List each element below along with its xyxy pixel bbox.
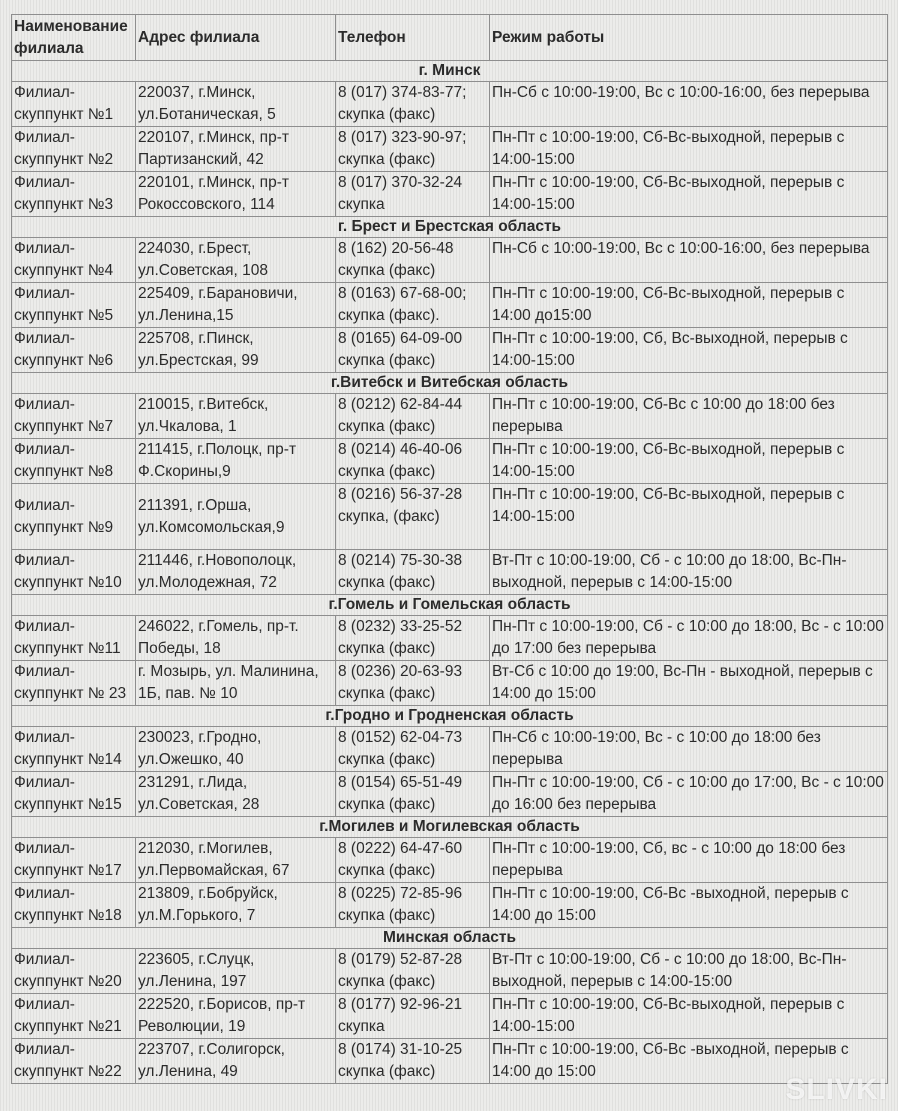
cell-name: Филиал-скуппункт №2 [12, 127, 136, 172]
cell-name: Филиал-скуппункт №1 [12, 82, 136, 127]
table-row [12, 394, 888, 439]
section-row [12, 706, 888, 727]
cell-hours: Пн-Пт с 10:00-19:00, Сб-Вс -выходной, перерыв с 14:00 до 15:00 [490, 1039, 888, 1084]
cell-name: Филиал-скуппункт №3 [12, 172, 136, 217]
table-row [12, 616, 888, 661]
cell-address: 223707, г.Солигорск, ул.Ленина, 49 [136, 1039, 336, 1084]
section-row [12, 817, 888, 838]
table-row [12, 484, 888, 550]
cell-hours: Пн-Пт с 10:00-19:00, Сб-Вс-выходной, перерыв с 14:00-15:00 [490, 127, 888, 172]
cell-address: 211415, г.Полоцк, пр-т Ф.Скорины,9 [136, 439, 336, 484]
cell-name: Филиал-скуппункт №10 [12, 550, 136, 595]
cell-hours: Пн-Сб с 10:00-19:00, Вс с 10:00-16:00, без перерыва [490, 238, 888, 283]
cell-name: Филиал-скуппункт №4 [12, 238, 136, 283]
cell-phone: 8 (0214) 75-30-38 скупка (факс) [336, 550, 490, 595]
cell-phone: 8 (0225) 72-85-96 скупка (факс) [336, 883, 490, 928]
cell-address: г. Мозырь, ул. Малинина, 1Б, пав. № 10 [136, 661, 336, 706]
section-row [12, 61, 888, 82]
header-phone: Телефон [336, 15, 490, 61]
cell-name: Филиал-скуппункт №14 [12, 727, 136, 772]
cell-hours: Пн-Пт с 10:00-19:00, Сб-Вс-выходной, перерыв с 14:00-15:00 [490, 172, 888, 217]
cell-address: 220037, г.Минск, ул.Ботаническая, 5 [136, 82, 336, 127]
cell-phone: 8 (162) 20-56-48 скупка (факс) [336, 238, 490, 283]
table-row [12, 727, 888, 772]
cell-phone: 8 (0165) 64-09-00 скупка (факс) [336, 328, 490, 373]
cell-hours: Пн-Пт с 10:00-19:00, Сб, Вс-выходной, перерыв с 14:00-15:00 [490, 328, 888, 373]
table-row [12, 1039, 888, 1084]
cell-address: 211446, г.Новополоцк, ул.Молодежная, 72 [136, 550, 336, 595]
section-row [12, 595, 888, 616]
table-body [12, 61, 888, 1084]
cell-hours: Пн-Пт с 10:00-19:00, Сб - с 10:00 до 17:00, Вс - с 10:00 до 16:00 без перерыва [490, 772, 888, 817]
table-row [12, 172, 888, 217]
cell-hours: Пн-Пт с 10:00-19:00, Сб-Вс-выходной, перерыв с 14:00 до15:00 [490, 283, 888, 328]
cell-phone: 8 (0232) 33-25-52 скупка (факс) [336, 616, 490, 661]
cell-hours: Пн-Пт с 10:00-19:00, Сб-Вс -выходной, перерыв с 14:00 до 15:00 [490, 883, 888, 928]
cell-phone: 8 (017) 370-32-24 скупка [336, 172, 490, 217]
cell-hours: Пн-Пт с 10:00-19:00, Сб - с 10:00 до 18:00, Вс - с 10:00 до 17:00 без перерыва [490, 616, 888, 661]
cell-phone: 8 (017) 323-90-97; скупка (факс) [336, 127, 490, 172]
cell-name: Филиал-скуппункт №17 [12, 838, 136, 883]
cell-address: 211391, г.Орша, ул.Комсомольская,9 [136, 484, 336, 550]
cell-name: Филиал-скуппункт №21 [12, 994, 136, 1039]
cell-hours: Вт-Пт с 10:00-19:00, Сб - с 10:00 до 18:00, Вс-Пн-выходной, перерыв с 14:00-15:00 [490, 550, 888, 595]
table-row [12, 127, 888, 172]
table-row [12, 82, 888, 127]
table-row [12, 772, 888, 817]
section-row [12, 373, 888, 394]
section-title: г.Могилев и Могилевская область [12, 817, 888, 838]
cell-hours: Пн-Сб с 10:00-19:00, Вс - с 10:00 до 18:00 без перерыва [490, 727, 888, 772]
cell-hours: Пн-Пт с 10:00-19:00, Сб-Вс-выходной, перерыв с 14:00-15:00 [490, 439, 888, 484]
cell-name: Филиал-скуппункт № 23 [12, 661, 136, 706]
table-row [12, 883, 888, 928]
cell-phone: 8 (0152) 62-04-73 скупка (факс) [336, 727, 490, 772]
cell-name: Филиал-скуппункт №9 [12, 484, 136, 550]
cell-phone: 8 (0154) 65-51-49 скупка (факс) [336, 772, 490, 817]
table-row [12, 550, 888, 595]
cell-address: 223605, г.Слуцк, ул.Ленина, 197 [136, 949, 336, 994]
section-title: г. Брест и Брестская область [12, 217, 888, 238]
cell-address: 210015, г.Витебск, ул.Чкалова, 1 [136, 394, 336, 439]
branches-table [11, 14, 888, 1084]
cell-address: 222520, г.Борисов, пр-т Революции, 19 [136, 994, 336, 1039]
header-name: Наименование филиала [12, 15, 136, 61]
cell-name: Филиал-скуппункт №6 [12, 328, 136, 373]
table-row [12, 439, 888, 484]
cell-hours: Пн-Пт с 10:00-19:00, Сб, вс - с 10:00 до 18:00 без перерыва [490, 838, 888, 883]
cell-address: 231291, г.Лида, ул.Советская, 28 [136, 772, 336, 817]
table-row [12, 238, 888, 283]
section-title: г. Минск [12, 61, 888, 82]
cell-name: Филиал-скуппункт №18 [12, 883, 136, 928]
section-title: г.Гомель и Гомельская область [12, 595, 888, 616]
cell-address: 213809, г.Бобруйск, ул.М.Горького, 7 [136, 883, 336, 928]
table-row [12, 949, 888, 994]
cell-name: Филиал-скуппункт №11 [12, 616, 136, 661]
watermark-logo: SLIVKI [785, 1073, 888, 1106]
cell-phone: 8 (0214) 46-40-06 скупка (факс) [336, 439, 490, 484]
cell-phone: 8 (0163) 67-68-00; скупка (факс). [336, 283, 490, 328]
cell-name: Филиал-скуппункт №15 [12, 772, 136, 817]
table-row [12, 994, 888, 1039]
cell-address: 220107, г.Минск, пр-т Партизанский, 42 [136, 127, 336, 172]
cell-address: 230023, г.Гродно, ул.Ожешко, 40 [136, 727, 336, 772]
cell-name: Филиал-скуппункт №8 [12, 439, 136, 484]
header-row [12, 15, 888, 61]
cell-name: Филиал-скуппункт №7 [12, 394, 136, 439]
header-address: Адрес филиала [136, 15, 336, 61]
cell-hours: Пн-Сб с 10:00-19:00, Вс с 10:00-16:00, без перерыва [490, 82, 888, 127]
cell-address: 212030, г.Могилев, ул.Первомайская, 67 [136, 838, 336, 883]
cell-hours: Пн-Пт с 10:00-19:00, Сб-Вс-выходной, перерыв с 14:00-15:00 [490, 994, 888, 1039]
cell-phone: 8 (017) 374-83-77; скупка (факс) [336, 82, 490, 127]
cell-name: Филиал-скуппункт №20 [12, 949, 136, 994]
cell-hours: Вт-Сб с 10:00 до 19:00, Вс-Пн - выходной, перерыв с 14:00 до 15:00 [490, 661, 888, 706]
cell-name: Филиал-скуппункт №5 [12, 283, 136, 328]
section-title: г.Витебск и Витебская область [12, 373, 888, 394]
cell-hours: Пн-Пт с 10:00-19:00, Сб-Вс-выходной, перерыв с 14:00-15:00 [490, 484, 888, 550]
cell-phone: 8 (0177) 92-96-21 скупка [336, 994, 490, 1039]
table-row [12, 661, 888, 706]
cell-phone: 8 (0236) 20-63-93 скупка (факс) [336, 661, 490, 706]
cell-phone: 8 (0212) 62-84-44 скупка (факс) [336, 394, 490, 439]
cell-address: 220101, г.Минск, пр-т Рокоссовского, 114 [136, 172, 336, 217]
cell-phone: 8 (0216) 56-37-28 скупка, (факс) [336, 484, 490, 550]
header-hours: Режим работы [490, 15, 888, 61]
cell-address: 225409, г.Барановичи, ул.Ленина,15 [136, 283, 336, 328]
table-row [12, 838, 888, 883]
cell-address: 225708, г.Пинск, ул.Брестская, 99 [136, 328, 336, 373]
table-row [12, 328, 888, 373]
cell-phone: 8 (0222) 64-47-60 скупка (факс) [336, 838, 490, 883]
cell-phone: 8 (0179) 52-87-28 скупка (факс) [336, 949, 490, 994]
section-title: Минская область [12, 928, 888, 949]
table-row [12, 283, 888, 328]
cell-address: 224030, г.Брест, ул.Советская, 108 [136, 238, 336, 283]
cell-phone: 8 (0174) 31-10-25 скупка (факс) [336, 1039, 490, 1084]
section-row [12, 217, 888, 238]
cell-name: Филиал-скуппункт №22 [12, 1039, 136, 1084]
section-row [12, 928, 888, 949]
section-title: г.Гродно и Гродненская область [12, 706, 888, 727]
cell-hours: Пн-Пт с 10:00-19:00, Сб-Вс с 10:00 до 18:00 без перерыва [490, 394, 888, 439]
cell-hours: Вт-Пт с 10:00-19:00, Сб - с 10:00 до 18:00, Вс-Пн-выходной, перерыв с 14:00-15:00 [490, 949, 888, 994]
cell-address: 246022, г.Гомель, пр-т. Победы, 18 [136, 616, 336, 661]
